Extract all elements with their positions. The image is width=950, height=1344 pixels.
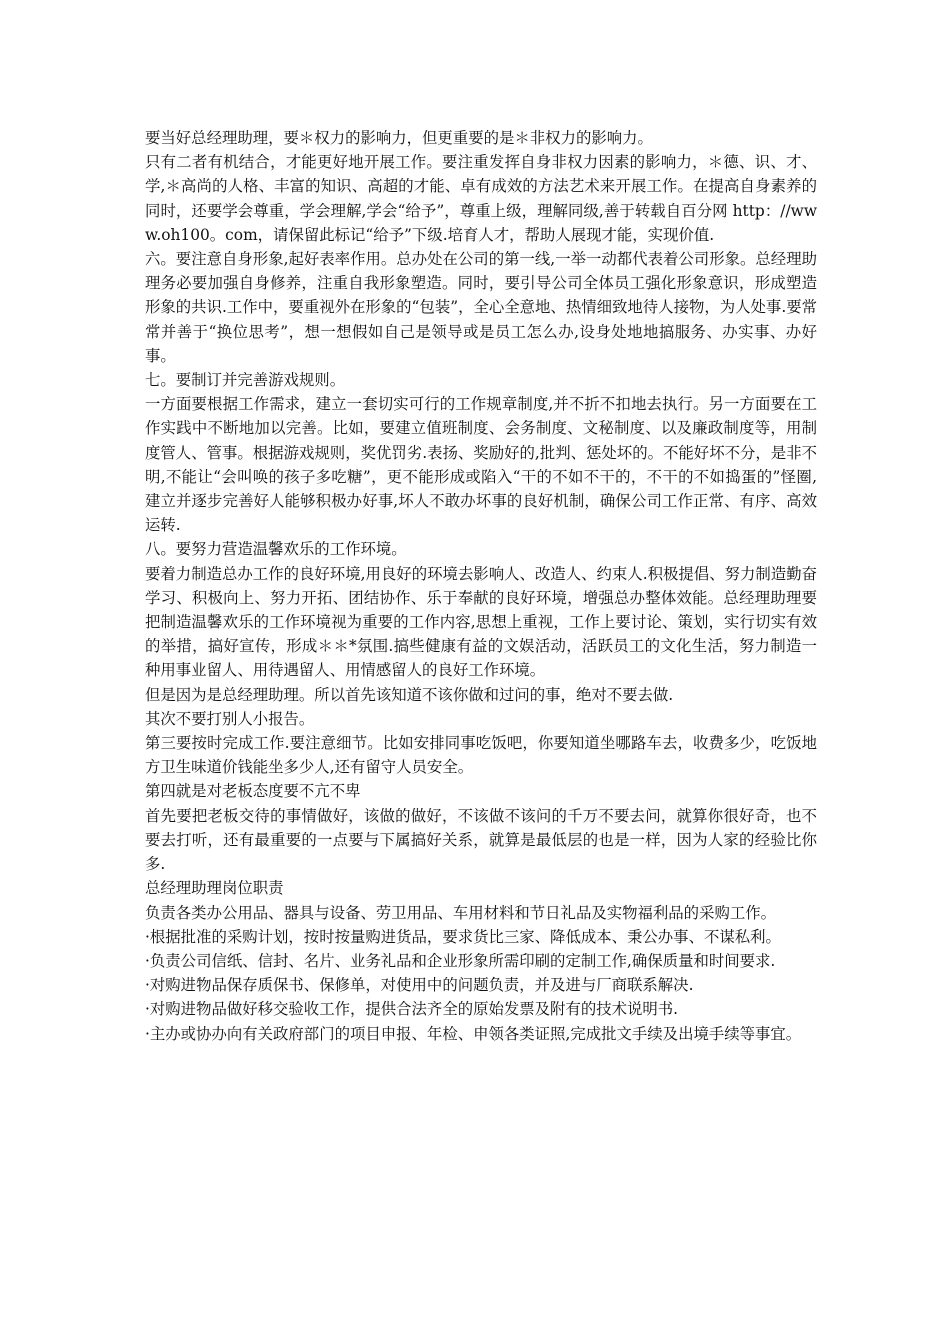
paragraph-nonpower-influence: 只有二者有机结合，才能更好地开展工作。要注重发挥自身非权力因素的影响力，＊德、识、才、学,＊高尚的人格、丰富的知识、高超的才能、卓有成效的方法艺术来开展工作。在提高自身素养的同时，还要学会尊重，学会理解,学会“给予”，尊重上级，理解同级,善于转载自百分网 http：//www.oh100。com，请保留此标记“给予”下级.培育人才，帮助人展现才能，实现价值.	[145, 153, 817, 244]
list-item-acceptance: ·对购进物品做好移交验收工作，提供合法齐全的原始发票及附有的技术说明书.	[145, 1000, 679, 1019]
paragraph-point-six-image: 六。要注意自身形象,起好表率作用。总办处在公司的第一线,一举一动都代表着公司形象。总经理助理务必要加强自身修养，注重自我形象塑造。同时，要引导公司全体员工强化形象意识，形成塑造形象的共识.工作中，要重视外在形象的“包装”，全心全意地、热情细致地待人接物，为人处事.要常常并善于“换位思考”，想一想假如自己是领导或是员工怎么办,设身处地地搞服务、办实事、办好事。	[145, 250, 817, 365]
paragraph-first-rule: 但是因为是总经理助理。所以首先该知道不该你做和过问的事，绝对不要去做.	[145, 685, 674, 704]
list-item-printing: ·负责公司信纸、信封、名片、业务礼品和企业形象所需印刷的定制工作,确保质量和时间要求.	[145, 951, 776, 970]
paragraph-boss-tasks: 首先要把老板交待的事情做好，该做的做好，不该做不该问的千万不要去问，就算你很好奇，也不要去打听，还有最重要的一点要与下属搞好关系，就算是最低层的也是一样，因为人家的经验比你多.	[145, 806, 817, 874]
paragraph-influence-intro: 要当好总经理助理，要＊权力的影响力，但更重要的是＊非权力的影响力。	[145, 129, 653, 147]
list-item-warranty: ·对购进物品保存质保书、保修单，对使用中的问题负责，并及进与厂商联系解决.	[145, 976, 694, 995]
paragraph-fourth-rule: 第四就是对老板态度要不亢不卑	[145, 782, 361, 801]
paragraph-third-rule: 第三要按时完成工作.要注意细节。比如安排同事吃饭吧，你要知道坐哪路车去，收费多少，吃饭地方卫生味道价钱能坐多少人,还有留守人员安全。	[145, 734, 817, 777]
paragraph-rules-system: 一方面要根据工作需求，建立一套切实可行的工作规章制度,并不折不扣地去执行。另一方面要在工作实践中不断地加以完善。比如，要建立值班制度、会务制度、文秘制度、以及廉政制度等，用制度管人、管事。根据游戏规则，奖优罚劣.表扬、奖励好的,批判、惩处坏的。不能好坏不分，是非不明,不能让“会叫唤的孩子多吃糖”，更不能形成或陷入“干的不如不干的，不干的不如捣蛋的”怪圈,建立并逐步完善好人能够积极办好事,坏人不敢办坏事的良好机制，确保公司工作正常、有序、高效运转.	[145, 395, 817, 535]
document-body	[145, 126, 817, 1046]
paragraph-work-environment: 要着力制造总办工作的良好环境,用良好的环境去影响人、改造人、约束人.积极提倡、努力制造勤奋学习、积极向上、努力开拓、团结协作、乐于奉献的良好环境，增强总办整体效能。总经理助理要把制造温馨欢乐的工作环境视为重要的工作内容,思想上重视，工作上要讨论、策划，实行切实有效的举措，搞好宣传，形成＊＊*氛围.搞些健康有益的文娱活动，活跃员工的文化生活，努力制造一种用事业留人、用待遇留人、用情感留人的良好工作环境。	[145, 564, 817, 680]
heading-point-seven: 七。要制订并完善游戏规则。	[145, 371, 346, 390]
list-item-purchase-plan: ·根据批准的采购计划，按时按量购进货品，要求货比三家、降低成本、秉公办事、不谋私利。	[145, 927, 781, 946]
paragraph-second-rule: 其次不要打别人小报告。	[145, 709, 315, 728]
list-item-government-filings: ·主办或协办向有关政府部门的项目申报、年检、申领各类证照,完成批文手续及出境手续等事宜。	[145, 1024, 802, 1043]
heading-job-duties: 总经理助理岗位职责	[145, 879, 284, 898]
paragraph-procurement: 负责各类办公用品、器具与设备、劳卫用品、车用材料和节日礼品及实物福利品的采购工作。	[145, 903, 777, 922]
heading-point-eight: 八。要努力营造温馨欢乐的工作环境。	[145, 540, 407, 559]
